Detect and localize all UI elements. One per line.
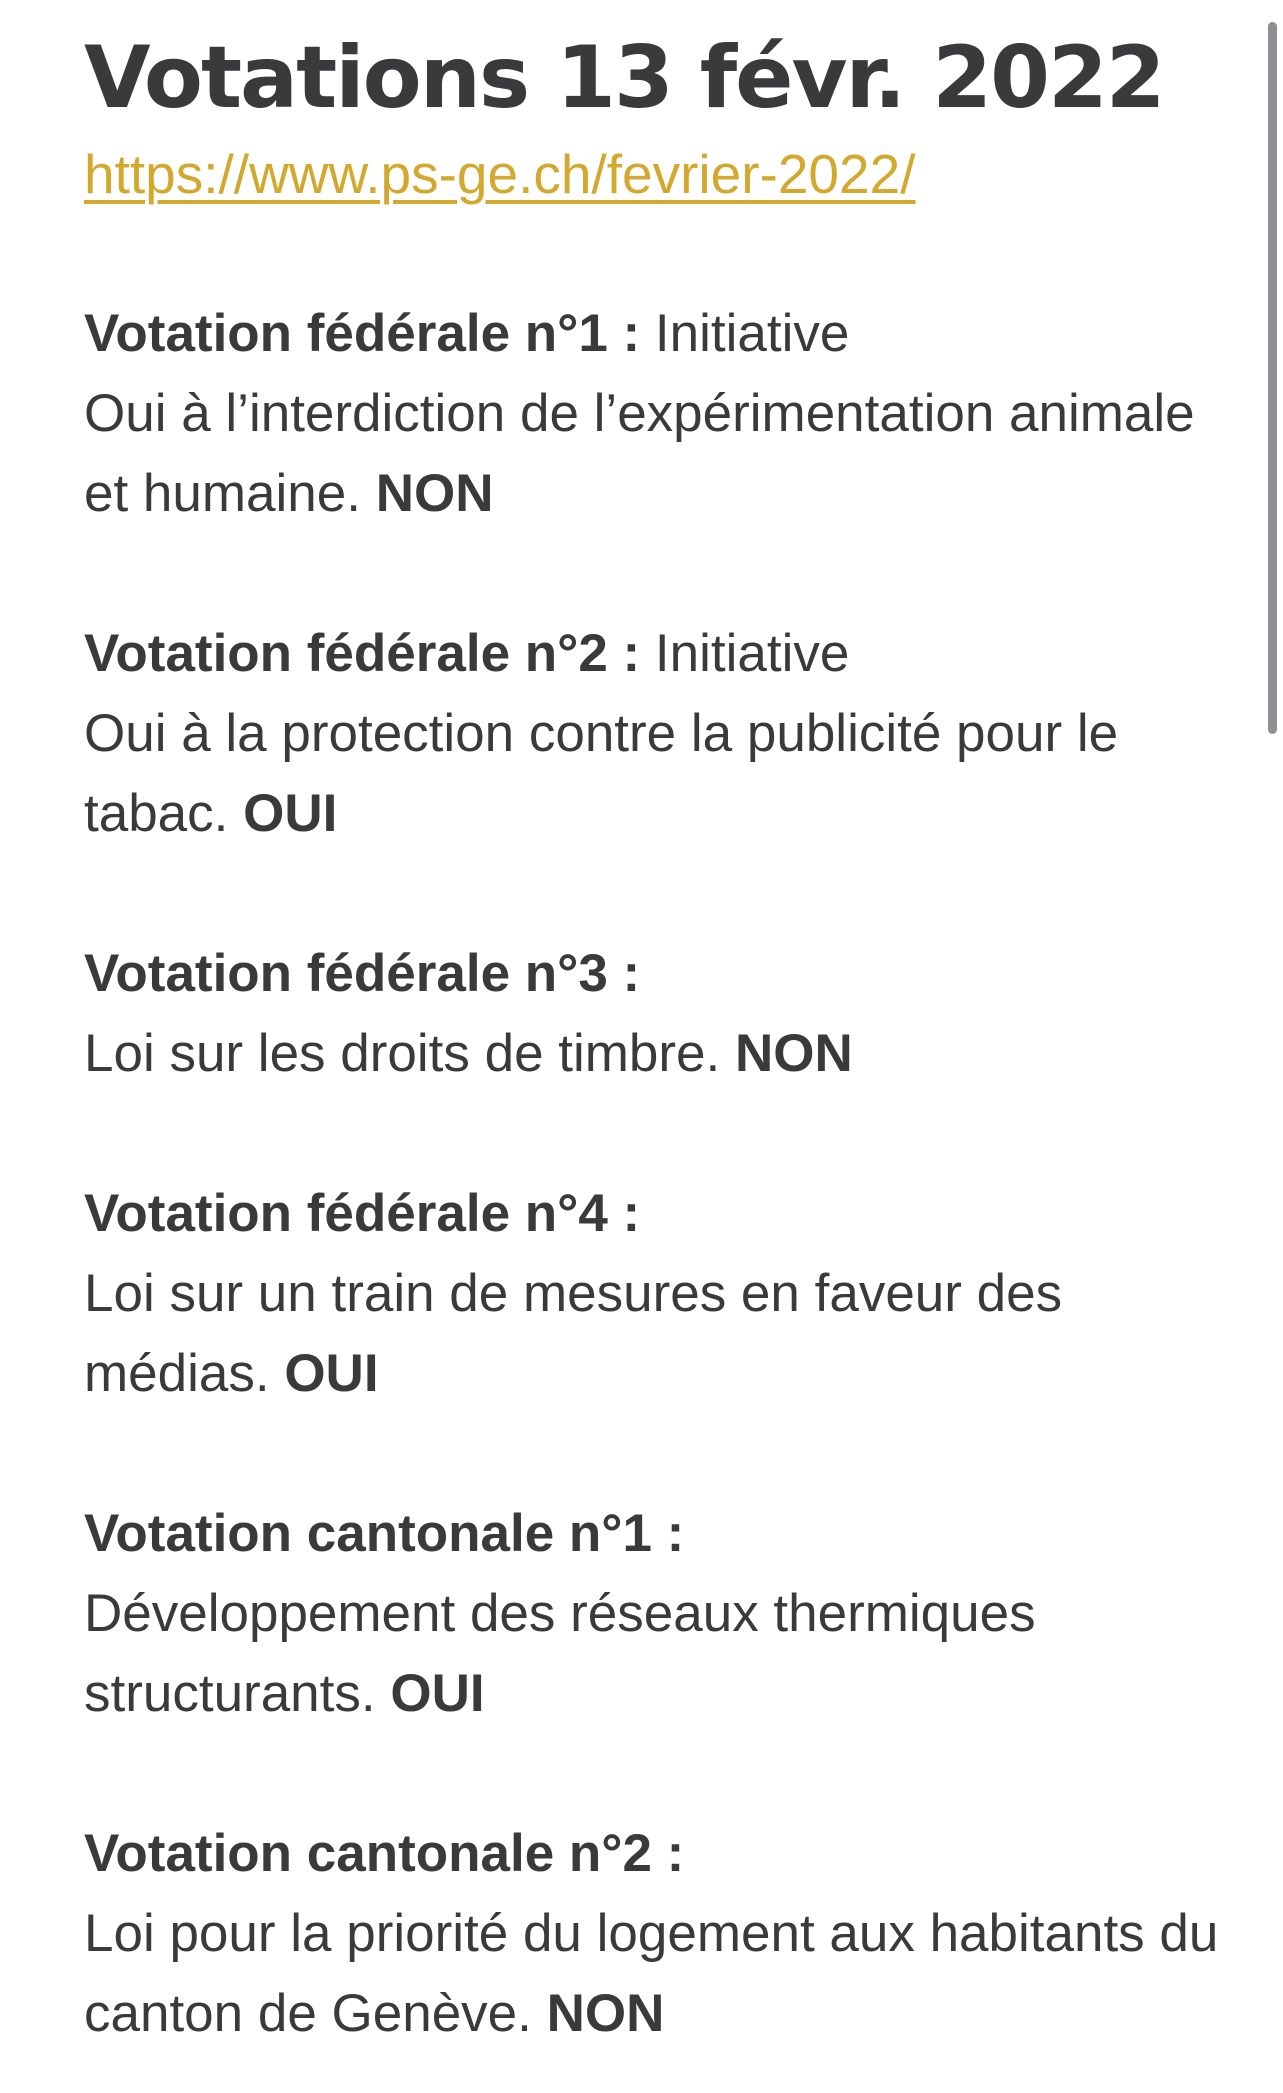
entry-heading: Votation cantonale n°2 : — [84, 1824, 685, 1883]
entry-heading: Votation fédérale n°4 : — [84, 1184, 641, 1243]
entry-text: Loi sur un train de mesures en faveur des médias. — [84, 1264, 1063, 1403]
vote-cantonal-2 — [84, 1814, 1234, 2054]
entry-verdict: NON — [546, 1984, 665, 2043]
entry-text: Oui à l’interdiction de l’expérimentation animale et humaine. — [84, 384, 1195, 523]
entry-verdict: NON — [375, 464, 494, 523]
entry-verdict: NON — [735, 1024, 853, 1083]
note-body[interactable] — [84, 22, 1234, 2054]
entry-text: Développement des réseaux thermiques structurants. — [84, 1584, 1036, 1723]
entry-verdict: OUI — [390, 1664, 485, 1723]
vertical-scrollbar[interactable] — [1268, 22, 1277, 734]
entry-kind: Initiative — [640, 624, 850, 683]
ps-ge-link[interactable]: https://www.ps-ge.ch/fevrier-2022/ — [84, 143, 916, 205]
vote-federal-1 — [84, 294, 1234, 534]
entry-verdict: OUI — [284, 1344, 379, 1403]
entry-text: Loi sur les droits de timbre. — [84, 1024, 721, 1083]
entry-verdict: OUI — [243, 784, 338, 843]
entry-kind: Initiative — [640, 304, 850, 363]
vote-federal-3 — [84, 934, 1234, 1094]
vote-cantonal-1 — [84, 1494, 1234, 1734]
entry-text: Loi pour la priorité du logement aux habitants du canton de Genève. — [84, 1904, 1219, 2043]
vote-federal-4 — [84, 1174, 1234, 1414]
vote-federal-2 — [84, 614, 1234, 854]
entry-heading: Votation fédérale n°1 : — [84, 304, 641, 363]
note-title: Votations 13 févr. 2022 — [84, 28, 1164, 128]
entry-heading: Votation fédérale n°3 : — [84, 944, 641, 1003]
entry-heading: Votation fédérale n°2 : — [84, 624, 641, 683]
entry-heading: Votation cantonale n°1 : — [84, 1504, 685, 1563]
entry-text: Oui à la protection contre la publicité pour le tabac. — [84, 704, 1119, 843]
